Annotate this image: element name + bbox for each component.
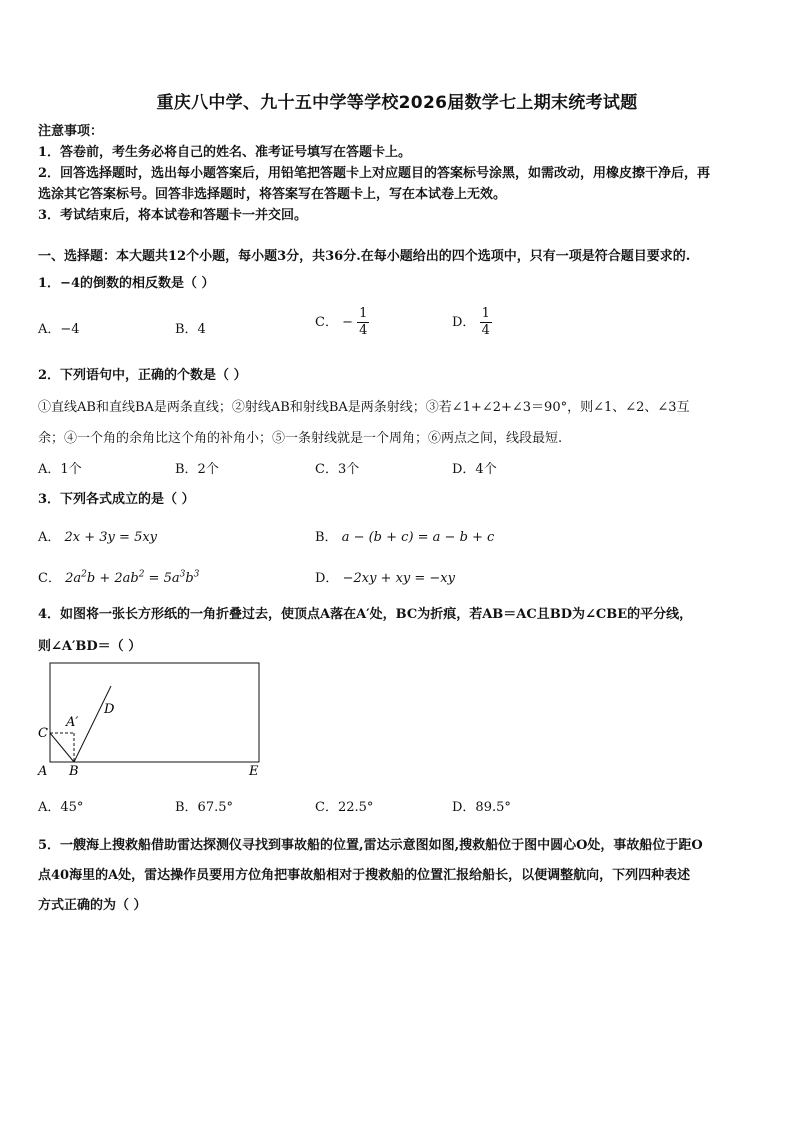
q1-option-d-denominator: 4 [481, 323, 490, 338]
q5-line-3: 方式正确的为（ ） [38, 898, 147, 913]
q3-option-c [38, 567, 199, 586]
q2-body-line-1: ①直线AB和直线BA是两条直线；②射线AB和射线BA是两条射线；③若∠1+∠2+∠3＝90°，则∠1、∠2、∠3互 [38, 400, 690, 415]
q2-option-a: A．1个 [38, 462, 82, 477]
q5-line-1: 5．一艘海上搜救船借助雷达探测仪寻找到事故船的位置,雷达示意图如图,搜救船位于图中圆心O处，事故船位于距O [38, 838, 703, 853]
q1-option-c-denominator: 4 [359, 323, 368, 338]
q3-option-d [315, 567, 455, 586]
q3-c-term-1: 2a [65, 571, 82, 586]
q1-stem: 1．−4的倒数的相反数是（ ） [38, 276, 215, 291]
q4-stem-line-1: 4．如图将一张长方形纸的一角折叠过去，使顶点A落在A′处，BC为折痕，若AB＝AC且BD为∠CBE的平分线， [38, 607, 693, 622]
q3-stem: 3．下列各式成立的是（ ） [38, 492, 195, 507]
q2-body-line-2: 余；④一个角的余角比这个角的补角小；⑤一条射线就是一个周角；⑥两点之间，线段最短. [38, 431, 563, 446]
q2-option-c: C．3个 [315, 462, 360, 477]
q1-option-c-numerator: 1 [359, 306, 368, 321]
q3-option-b [315, 526, 494, 545]
label-b: B [69, 764, 79, 779]
q3-c-term-3: = 5a [144, 571, 180, 586]
q3-option-b-expr: a − (b + c) = a − b + c [341, 530, 495, 545]
q3-c-sup-2: 2 [138, 569, 145, 580]
label-e: E [249, 764, 259, 779]
label-d: D [104, 702, 115, 717]
section-1-heading: 一、选择题：本大题共12个小题，每小题3分，共36分.在每小题给出的四个选项中，只有一项是符合题目要求的. [38, 249, 691, 264]
q3-c-sup-1: 2 [81, 569, 87, 580]
q5-line-2: 点40海里的A处，雷达操作员要用方位角把事故船相对于搜救船的位置汇报给船长，以便调整航向，下列四种表述 [38, 868, 691, 883]
q1-option-d-fraction [480, 306, 492, 339]
notice-item-2-cont: 选涂其它答案标号。回答非选择题时，将答案写在答题卡上，写在本试卷上无效。 [38, 187, 507, 202]
q2-stem: 2．下列语句中，正确的个数是（ ） [38, 368, 247, 383]
page-title: 重庆八中学、九十五中学等学校2026届数学七上期末统考试题 [156, 93, 638, 113]
q3-option-a-label: A． [38, 530, 61, 545]
q3-c-sup-4: 3 [193, 569, 200, 580]
folded-rectangle-figure [30, 658, 270, 783]
notice-item-2: 2．回答选择题时，选出每小题答案后，用铅笔把答题卡上对应题目的答案标号涂黑，如需改动，用橡皮擦干净后，再 [38, 166, 711, 181]
notice-heading: 注意事项： [38, 124, 104, 139]
crease-bc [50, 733, 74, 762]
q4-option-c: C．22.5° [315, 800, 374, 815]
q1-option-b: B．4 [175, 322, 206, 337]
label-a-prime: A′ [66, 715, 79, 730]
q4-option-b: B．67.5° [175, 800, 233, 815]
q4-stem-line-2: 则∠A′BD＝（ ） [38, 639, 142, 654]
q1-option-a: A．−4 [38, 322, 80, 337]
label-c: C [38, 726, 48, 741]
label-a: A [38, 764, 48, 779]
q3-option-d-label: D． [315, 571, 339, 586]
bisector-bd [74, 686, 111, 762]
q3-option-d-expr: −2xy + xy = −xy [342, 571, 455, 586]
q1-option-d-label: D． [452, 315, 476, 330]
q2-option-b: B．2个 [175, 462, 219, 477]
q3-option-a-expr: 2x + 3y = 5xy [64, 530, 158, 545]
q1-option-c-label: C． [315, 315, 338, 330]
notice-item-3: 3．考试结束后，将本试卷和答题卡一并交回。 [38, 208, 308, 223]
q3-option-c-expr [65, 571, 199, 586]
q3-c-term-4: b [185, 571, 194, 586]
q1-option-c-fraction [357, 306, 369, 339]
q1-option-c [315, 306, 369, 339]
notice-item-1: 1．答卷前，考生务必将自己的姓名、准考证号填写在答题卡上。 [38, 145, 412, 160]
q1-option-d [452, 306, 492, 339]
q4-option-a: A．45° [38, 800, 84, 815]
q3-option-b-label: B． [315, 530, 338, 545]
q3-c-sup-3: 3 [179, 569, 186, 580]
q1-option-c-sign: − [342, 315, 353, 330]
q1-option-d-numerator: 1 [481, 306, 490, 321]
q3-c-term-2: b + 2ab [86, 571, 139, 586]
q3-option-c-label: C． [38, 571, 61, 586]
q3-option-a [38, 526, 157, 545]
q2-option-d: D．4个 [452, 462, 497, 477]
q4-option-d: D．89.5° [452, 800, 511, 815]
